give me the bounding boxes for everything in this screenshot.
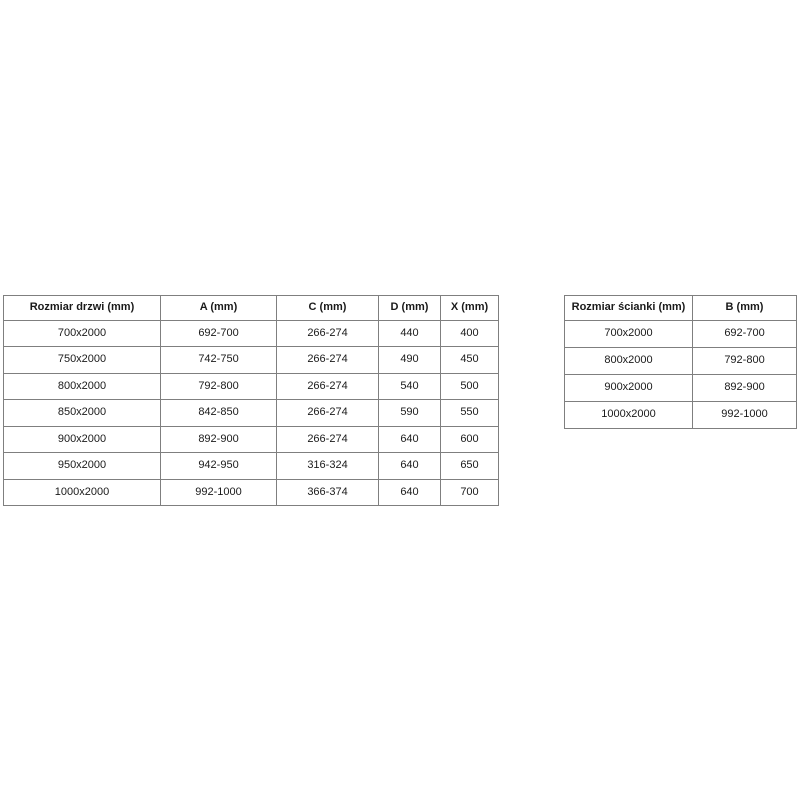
table-cell: 700x2000 <box>4 320 161 347</box>
table-cell: 540 <box>379 373 441 400</box>
column-header: D (mm) <box>379 296 441 321</box>
table-cell: 640 <box>379 453 441 480</box>
table-cell: 266-274 <box>277 426 379 453</box>
table-cell: 850x2000 <box>4 400 161 427</box>
column-header: C (mm) <box>277 296 379 321</box>
table-cell: 1000x2000 <box>4 479 161 506</box>
table-cell: 450 <box>441 347 499 374</box>
table-row <box>4 479 499 506</box>
table-cell: 590 <box>379 400 441 427</box>
table-cell: 700x2000 <box>565 320 693 347</box>
table-cell: 700 <box>441 479 499 506</box>
table-cell: 266-274 <box>277 347 379 374</box>
table-cell: 742-750 <box>161 347 277 374</box>
table-cell: 550 <box>441 400 499 427</box>
table-cell: 266-274 <box>277 400 379 427</box>
table-cell: 800x2000 <box>565 347 693 374</box>
table-cell: 950x2000 <box>4 453 161 480</box>
table-cell: 640 <box>379 479 441 506</box>
table-cell: 900x2000 <box>565 374 693 401</box>
column-header: Rozmiar ścianki (mm) <box>565 296 693 321</box>
table-header-row <box>565 296 797 321</box>
table-cell: 1000x2000 <box>565 401 693 428</box>
table-cell: 692-700 <box>693 320 797 347</box>
table-row <box>4 347 499 374</box>
table-cell: 792-800 <box>161 373 277 400</box>
table-row <box>4 320 499 347</box>
table-cell: 600 <box>441 426 499 453</box>
column-header: X (mm) <box>441 296 499 321</box>
table-row <box>4 426 499 453</box>
table-cell: 500 <box>441 373 499 400</box>
table-cell: 750x2000 <box>4 347 161 374</box>
table-row <box>565 320 797 347</box>
table-cell: 942-950 <box>161 453 277 480</box>
table-cell: 490 <box>379 347 441 374</box>
table-cell: 440 <box>379 320 441 347</box>
table-cell: 900x2000 <box>4 426 161 453</box>
table-cell: 266-274 <box>277 320 379 347</box>
table-cell: 650 <box>441 453 499 480</box>
table-row <box>565 347 797 374</box>
table-header-row <box>4 296 499 321</box>
table-cell: 366-374 <box>277 479 379 506</box>
table-cell: 992-1000 <box>161 479 277 506</box>
table-cell: 792-800 <box>693 347 797 374</box>
table-cell: 892-900 <box>693 374 797 401</box>
table-row <box>4 373 499 400</box>
table-cell: 640 <box>379 426 441 453</box>
column-header: B (mm) <box>693 296 797 321</box>
wall-dimensions-table <box>564 295 797 429</box>
table-cell: 266-274 <box>277 373 379 400</box>
table-cell: 692-700 <box>161 320 277 347</box>
table-row <box>4 400 499 427</box>
table-cell: 892-900 <box>161 426 277 453</box>
table-cell: 800x2000 <box>4 373 161 400</box>
table-cell: 316-324 <box>277 453 379 480</box>
door-dimensions-table <box>3 295 499 506</box>
column-header: A (mm) <box>161 296 277 321</box>
table-cell: 992-1000 <box>693 401 797 428</box>
table-row <box>565 401 797 428</box>
table-row <box>4 453 499 480</box>
table-row <box>565 374 797 401</box>
column-header: Rozmiar drzwi (mm) <box>4 296 161 321</box>
table-cell: 842-850 <box>161 400 277 427</box>
table-cell: 400 <box>441 320 499 347</box>
